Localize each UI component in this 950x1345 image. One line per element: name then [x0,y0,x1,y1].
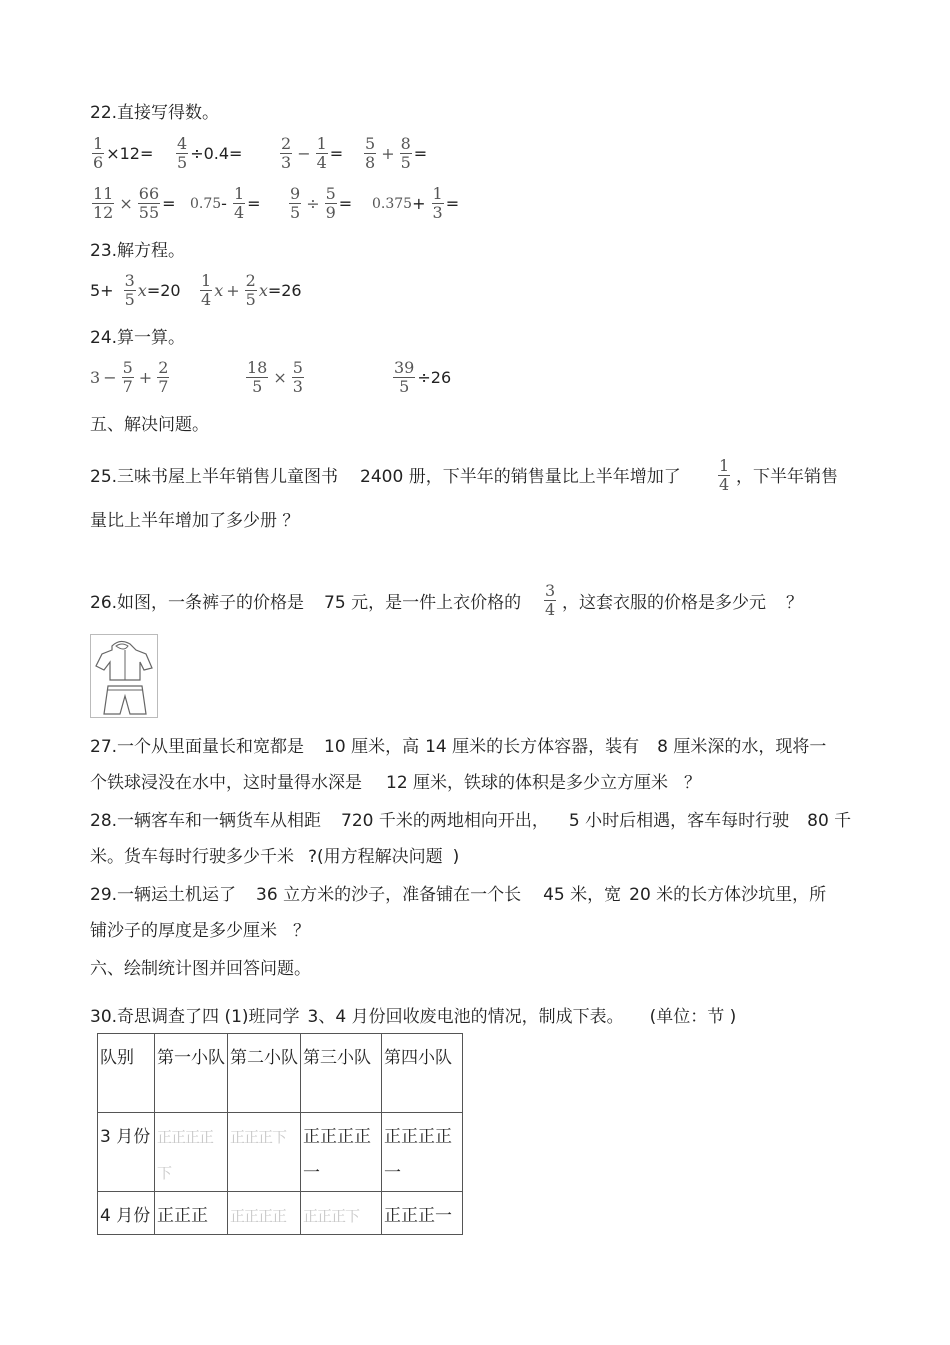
q22-r1-item4: $\frac{5}{8}$ + $\frac{8}{5}$ = [365,134,428,172]
q24-expr3: $\frac{39}{5}$ ÷26 [394,358,452,396]
tally-cell: 正正正下 [228,1113,301,1192]
q29-line2: 铺沙子的厚度是多少厘米 ？ [90,921,310,941]
table-header-row [98,1034,463,1113]
tally-cell: 正正正正 [228,1192,301,1235]
q27-line2: 个铁球浸没在水中，这时量得水深是 12 厘米，铁球的体积是多少立方厘米 ？ [90,773,702,793]
q25-fraction: $\frac{1}{4}$ [719,456,730,494]
table-row [98,1113,463,1192]
q22-title: 22.直接写得数。 [90,103,220,123]
q27-line1: 27.一个从里面量长和宽都是 10 厘米，高 14 厘米的长方体容器，装有 8 厘米深的水，现将一 [90,737,827,757]
tally-cell: 正正正一 [382,1192,463,1235]
tally-cell: 正正正 [155,1192,228,1235]
tally-cell: 正正正正一 [301,1113,382,1192]
q22-r1-item1: $\frac{1}{6}$ ×12= [93,134,154,172]
header-cell: 队别 [98,1034,155,1113]
q25-line1: 25.三味书屋上半年销售儿童图书 2400 册，下半年的销售量比上半年增加了 [90,467,681,487]
header-cell: 第四小队 [382,1034,463,1113]
q25-line1-tail: ，下半年销售 [736,467,838,487]
q23-equation1: 5+ $\frac{3}{5}$ x =20 [90,271,181,309]
tally-cell: 正正正正一 [382,1113,463,1192]
q28-line2: 米。货车每时行驶多少千米 ?(用方程解决问题 ) [90,847,460,867]
q25-line2: 量比上半年增加了多少册 ？ [90,511,300,531]
clothing-illustration [90,634,158,718]
q29-line1: 29.一辆运土机运了 36 立方米的沙子，准备铺在一个长 45 米，宽 20 米的长方体沙坑里，所 [90,885,827,905]
q23-title: 23.解方程。 [90,241,186,261]
row-label: 3 月份 [98,1113,155,1192]
q22-r1-item3: $\frac{2}{3}$ − $\frac{1}{4}$ = [281,134,344,172]
tally-cell: 正正正正下 [155,1113,228,1192]
q28-line1: 28.一辆客车和一辆货车从相距 720 千米的两地相向开出， 5 小时后相遇，客车每时行驶 80 千 [90,811,852,831]
tally-table [97,1033,463,1235]
q24-expr2: $\frac{18}{5}$ × $\frac{5}{3}$ [247,358,303,396]
q22-r2-item3: $\frac{9}{5}$ ÷ $\frac{5}{9}$ = [290,184,353,222]
q26-line-tail: ，这套衣服的价格是多少元 ？ [562,593,803,613]
row-label: 4 月份 [98,1192,155,1235]
q22-r2-item2: 0.75 - $\frac{1}{4}$ = [190,184,261,222]
section5-heading: 五、解决问题。 [90,415,209,435]
q22-r2-item1: $\frac{11}{12}$ × $\frac{66}{55}$ = [93,184,176,222]
q23-equation2: $\frac{1}{4}$ x + $\frac{2}{5}$ x =26 [201,271,302,309]
q26-fraction: $\frac{3}{4}$ [545,581,556,619]
q24-expr1: 3 − $\frac{5}{7}$ + $\frac{2}{7}$ [90,358,169,396]
header-cell: 第三小队 [301,1034,382,1113]
q30-line: 30.奇思调查了四 (1)班同学 3、4 月份回收废电池的情况，制成下表。 (单位：节 ) [90,1007,737,1027]
q22-r2-item4: 0.375 + $\frac{1}{3}$ = [372,184,460,222]
tally-cell: 正正正下 [301,1192,382,1235]
header-cell: 第二小队 [228,1034,301,1113]
section6-heading: 六、绘制统计图并回答问题。 [90,959,311,979]
q26-line: 26.如图，一条裤子的价格是 75 元，是一件上衣价格的 [90,593,522,613]
table-row [98,1192,463,1235]
q24-title: 24.算一算。 [90,328,186,348]
header-cell: 第一小队 [155,1034,228,1113]
q22-r1-item2: $\frac{4}{5}$ ÷0.4= [177,134,243,172]
